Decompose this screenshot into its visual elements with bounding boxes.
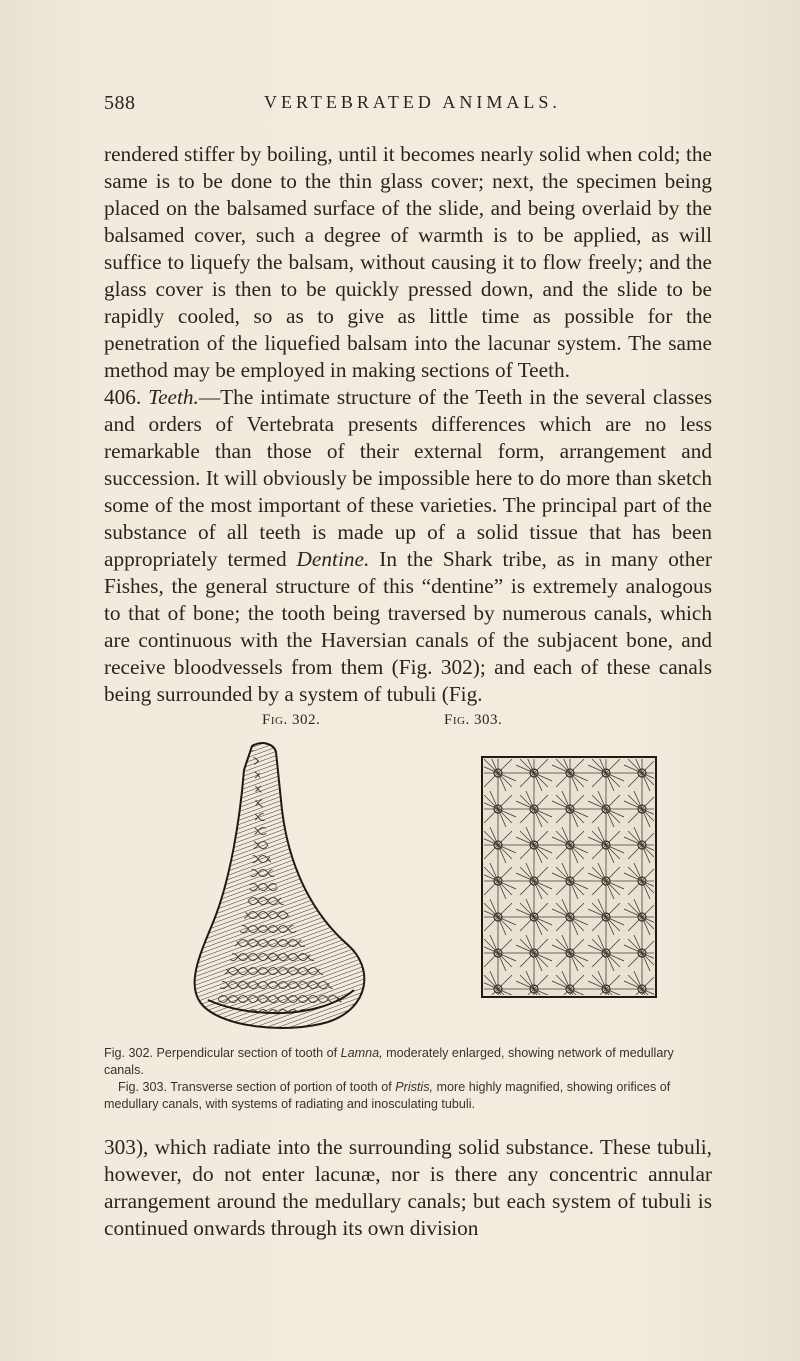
figure-caption [104, 1045, 714, 1113]
paragraph-tubuli: 303), which radiate into the surrounding solid substance. These tubuli, however, do not enter lacunæ, nor is there any concentric annular arrangement around the medullary canals; but each system of tubuli is continued onwards through its own division [104, 1135, 712, 1240]
section-number: 406. [104, 385, 142, 409]
fig-302-label: Fig. 302. [262, 712, 321, 728]
caption-302-text: Fig. 302. Perpendicular section of tooth of [104, 1046, 341, 1060]
text-block-bottom [104, 1134, 712, 1242]
fig-302-tooth-section-illustration [178, 740, 378, 1030]
page-number: 588 [104, 92, 136, 114]
running-head: VERTEBRATED ANIMALS. [264, 92, 561, 112]
caption-303-text-end: more highly magnified, showing orifices of medullary canals, with systems of radiating and inosculating tubuli. [104, 1080, 671, 1111]
term-dentine: Dentine. [296, 547, 370, 571]
caption-fig-303 [104, 1079, 714, 1113]
caption-303-genus: Pristis, [395, 1080, 433, 1094]
text-block-top [104, 141, 712, 708]
fig-303-label: Fig. 303. [444, 712, 503, 728]
caption-302-genus: Lamna, [340, 1046, 383, 1060]
section-heading: Teeth. [148, 385, 199, 409]
paragraph-teeth-text-a: —The intimate structure of the Teeth in the several classes and orders of Vertebrata presents differences which are no less remarkable than those of their external form, arrangement and succession. It will obviously be impossible here to do more than sketch some of the most important of these varieties. The principal part of the substance of all teeth is made up of a solid tissue that has been appropriately termed [104, 385, 713, 571]
caption-fig-302 [104, 1045, 714, 1079]
paragraph-balsam: rendered stiffer by boiling, until it becomes nearly solid when cold; the same is to be done to the thin glass cover; next, the specimen being placed on the balsamed surface of the slide, and being overlaid by the balsamed cover, such a degree of warmth is to be applied, as will suffice to liquefy the balsam, without causing it to flow freely; and the glass cover is then to be quickly pressed down, and the slide to be rapidly cooled, so as to give as little time as possible for the penetration of the liquefied balsam into the lacunar system. The same method may be employed in making sections of Teeth. [104, 142, 712, 382]
paragraph-teeth-text-b: In the Shark tribe, as in many other Fishes, the general structure of this “dentine” is extremely analogous to that of bone; the tooth being traversed by numerous canals, which are continuous with the Haversian canals of the subjacent bone, and receive bloodvessels from them (Fig. 302); and each of these canals being surrounded by a system of tubuli (Fig. [104, 547, 712, 706]
caption-303-text: Fig. 303. Transverse section of portion of tooth of [118, 1080, 396, 1094]
fig-303-transverse-section-illustration [480, 755, 658, 1000]
paragraph-teeth [104, 384, 712, 708]
caption-302-text-end: moderately enlarged, showing network of medullary canals. [104, 1046, 674, 1077]
